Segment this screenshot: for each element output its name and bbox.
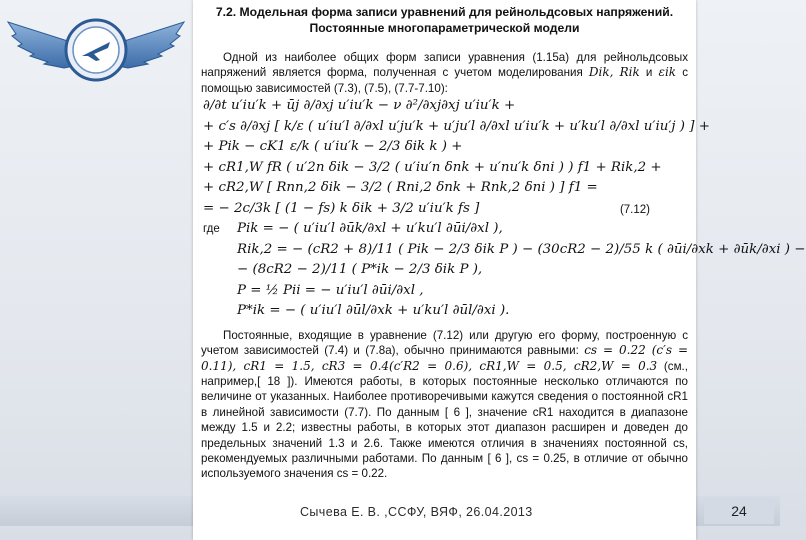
title-line-1: 7.2. Модельная форма записи уравнений для рейнольдсовых напряжений.: [215, 5, 674, 19]
equation-number: (7.12): [619, 204, 650, 217]
r-definition-1: Rik,2 = − (cR2 + 8)/11 ( Pik − 2/3 δik P ) − (30cR2 − 2)/55 k ( ∂ūi/∂xk + ∂ūk/∂xi ) −: [237, 241, 806, 257]
intro-and: и: [645, 66, 653, 80]
where-label: где: [203, 223, 220, 236]
equation-line-3: + Pik − cK1 ε/k ( u′iu′k − 2/3 δik k ) +: [203, 139, 463, 155]
title-line-2: Постоянные многопараметрической модели: [309, 21, 580, 35]
equation-line-5: + cR2,W [ Rnn,2 δik − 3/2 ( Rni,2 δnk + Rnk,2 δni ) ] f1 =: [203, 180, 598, 196]
p-total-definition: P = ½ Pii = − u′iu′l ∂ūi/∂xl ,: [237, 282, 424, 298]
intro-text-2: с помощью зависимостей (7.3), (7.5), (7.7-7.10):: [201, 66, 689, 95]
page-title: [193, 4, 696, 36]
symbol-e: εik: [658, 65, 677, 80]
airplane-wings-emblem-icon: [4, 4, 188, 96]
constants-text: Постоянные, входящие в уравнение (7.12) или другую его форму, построенную с учетом зависимостей (7.4) и (7.8а), обычно принимаются равными:: [201, 328, 688, 358]
page-number: 24: [704, 498, 774, 524]
equation-7-12: [193, 96, 710, 219]
constants-values: cs = 0.22 (c′s = 0.11), cR1 = 1.5, cR3 = 0.4(c′R2 = 0.6), cR1,W = 0.5, cR2,W = 0.3: [201, 343, 688, 373]
equation-line-4: + cR1,W fR ( u′2n δik − 3/2 ( u′iu′n δnk + u′nu′k δni ) ) f1 + Rik,2 +: [203, 159, 662, 175]
p-star-definition: P*ik = − ( u′iu′l ∂ūl/∂xk + u′ku′l ∂ūl/∂xi ).: [237, 303, 510, 319]
symbol-d: Dik,: [588, 65, 614, 80]
equation-line-1: ∂/∂t u′iu′k + ūj ∂/∂xj u′iu′k − ν ∂²/∂xj∂xj u′iu′k +: [203, 98, 516, 114]
p-definition: Pik = − ( u′iu′l ∂ūk/∂xl + u′ku′l ∂ūi/∂xl ),: [237, 221, 503, 237]
r-definition-2: − (8cR2 − 2)/11 ( P*ik − 2/3 δik P ),: [237, 262, 483, 278]
where-definitions: [193, 219, 806, 322]
footer-author-text: Сычева Е. В. ,ССФУ, ВЯФ, 26.04.2013: [300, 505, 533, 519]
equation-line-6: = − 2c/3k [ (1 − fs) k δik + 3/2 u′iu′k fs ]: [203, 200, 480, 216]
equation-line-2: + c′s ∂/∂xj [ k/ε ( u′iu′l ∂/∂xl u′ju′k + u′ju′l ∂/∂xl u′iu′k + u′ku′l ∂/∂xl u′iu′j ) ] +: [203, 118, 710, 134]
intro-text-1: Одной из наиболее общих форм записи уравнения (1.15а) для рейнольдсовых напряжений является форма, полученная с учетом моделирования: [201, 51, 688, 80]
constants-paragraph: [193, 328, 696, 482]
intro-paragraph: [193, 50, 696, 96]
symbol-r: Rik: [619, 65, 640, 80]
constants-text-2: (см., например,[ 18 ]). Имеются работы, в которых постоянные несколько отличаются по величине от указанных. Наиболее противоречивыми кажутся сведения о постоянной cR1 в линейной зависимости (7.7). По данным [ 6 ], значение cR1 находится в диапазоне между 1.5 и 2.2; известны работы, в которых этот диапазон расширен и доведен до предельных значений 1.3 и 2.6. Также имеются отличия в значениях постоянной cs, рекомендуемых различными работами. По данным [ 6 ], cs = 0.25, в отличие от обычно используемого значения cs = 0.22.: [201, 359, 688, 481]
